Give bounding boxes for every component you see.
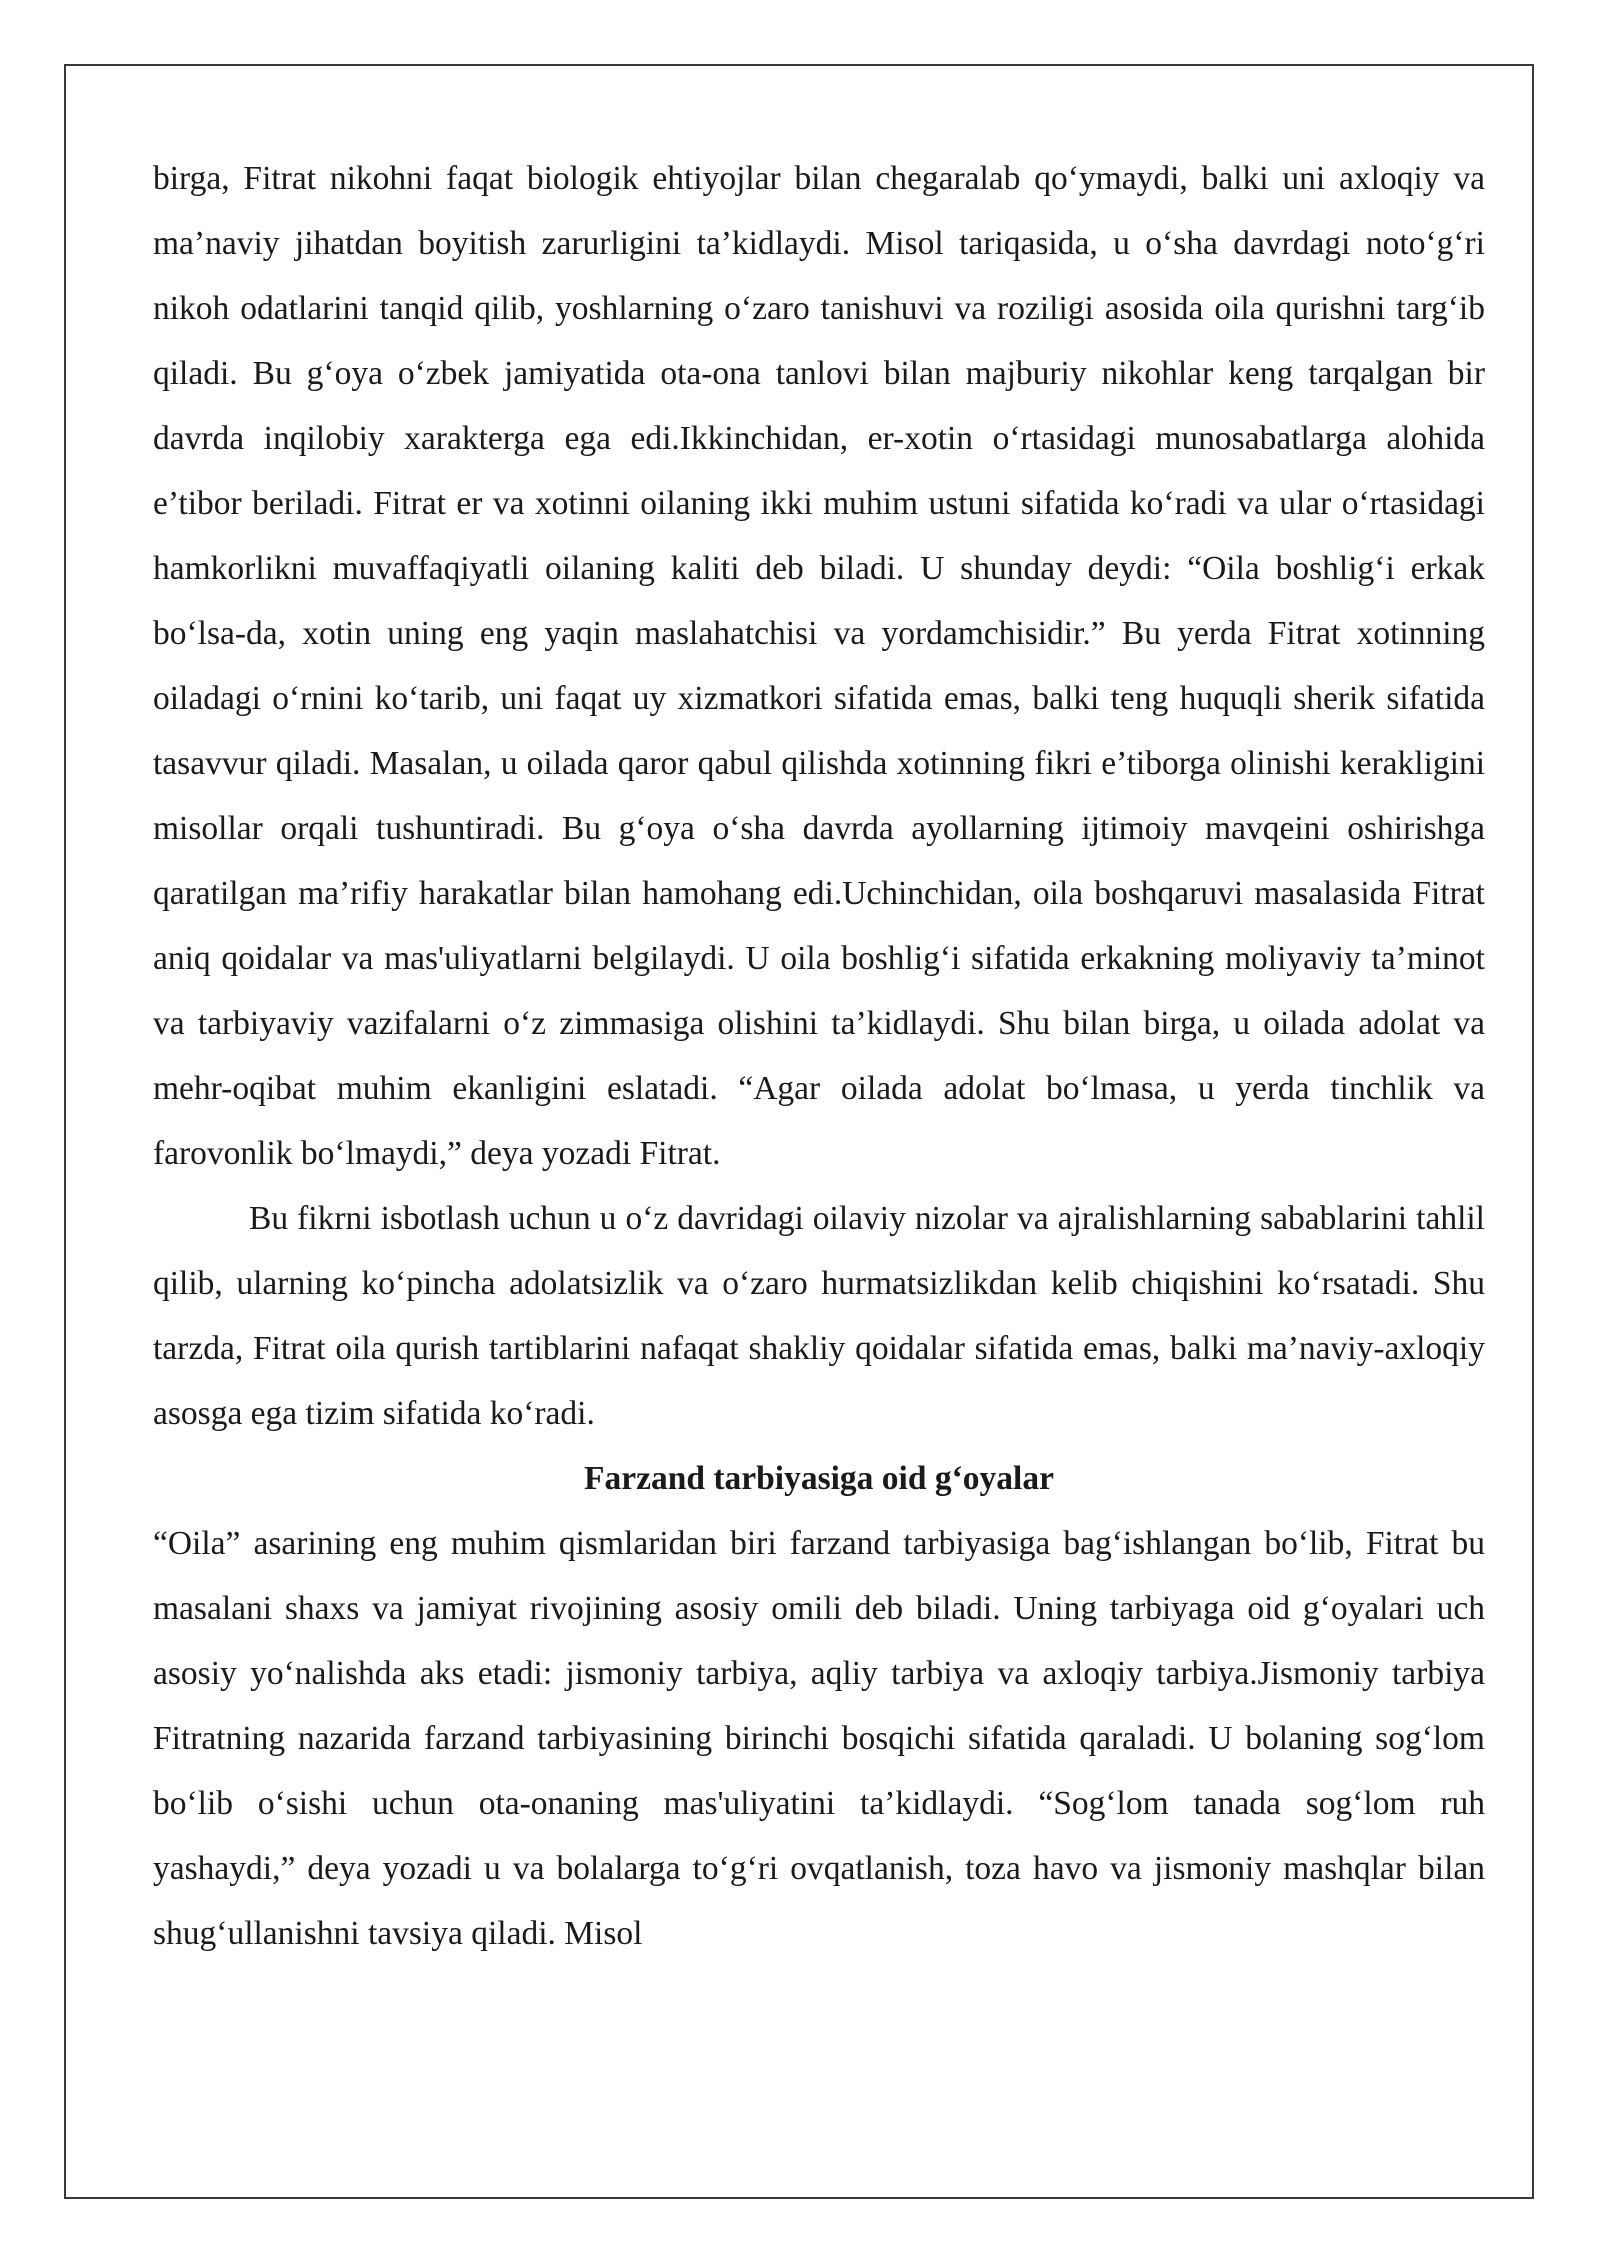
section-heading: Farzand tarbiyasiga oid g‘oyalar	[584, 1460, 1054, 1497]
document-body	[153, 146, 1485, 1966]
paragraph-1: birga, Fitrat nikohni faqat biologik ehtiyojlar bilan chegaralab qo‘ymaydi, balki uni axloqiy va ma’naviy jihatdan boyitish zarurligini ta’kidlaydi. Misol tariqasida, u o‘sha davrdagi noto‘g‘ri nikoh odatlarini tanqid qilib, yoshlarning o‘zaro tanishuvi va roziligi asosida oila qurishni targ‘ib qiladi. Bu g‘oya o‘zbek jamiyatida ota-ona tanlovi bilan majburiy nikohlar keng tarqalgan bir davrda inqilobiy xarakterga ega edi.Ikkinchidan, er-xotin o‘rtasidagi munosabatlarga alohida e’tibor beriladi. Fitrat er va xotinni oilaning ikki muhim ustuni sifatida ko‘radi va ular o‘rtasidagi hamkorlikni muvaffaqiyatli oilaning kaliti deb biladi. U shunday deydi: “Oila boshlig‘i erkak bo‘lsa-da, xotin uning eng yaqin maslahatchisi va yordamchisidir.” Bu yerda Fitrat xotinning oiladagi o‘rnini ko‘tarib, uni faqat uy xizmatkori sifatida emas, balki teng huquqli sherik sifatida tasavvur qiladi. Masalan, u oilada qaror qabul qilishda xotinning fikri e’tiborga olinishi kerakligini misollar orqali tushuntiradi. Bu g‘oya o‘sha davrda ayollarning ijtimoiy mavqeini oshirishga qaratilgan ma’rifiy harakatlar bilan hamohang edi.Uchinchidan, oila boshqaruvi masalasida Fitrat aniq qoidalar va mas'uliyatlarni belgilaydi. U oila boshlig‘i sifatida erkakning moliyaviy ta’minot va tarbiyaviy vazifalarni o‘z zimmasiga olishini ta’kidlaydi. Shu bilan birga, u oilada adolat va mehr-oqibat muhim ekanligini eslatadi. “Agar oilada adolat bo‘lmasa, u yerda tinchlik va farovonlik bo‘lmaydi,” deya yozadi Fitrat.	[153, 160, 1485, 1172]
paragraph-2: Bu fikrni isbotlash uchun u o‘z davridagi oilaviy nizolar va ajralishlarning sabablarini tahlil qilib, ularning ko‘pincha adolatsizlik va o‘zaro hurmatsizlikdan kelib chiqishini ko‘rsatadi. Shu tarzda, Fitrat oila qurish tartiblarini nafaqat shakliy qoidalar sifatida emas, balki ma’naviy-axloqiy asosga ega tizim sifatida ko‘radi.	[153, 1200, 1485, 1432]
paragraph-3: “Oila” asarining eng muhim qismlaridan biri farzand tarbiyasiga bag‘ishlangan bo‘lib, Fitrat bu masalani shaxs va jamiyat rivojining asosiy omili deb biladi. Uning tarbiyaga oid g‘oyalari uch asosiy yo‘nalishda aks etadi: jismoniy tarbiya, aqliy tarbiya va axloqiy tarbiya.Jismoniy tarbiya Fitratning nazarida farzand tarbiyasining birinchi bosqichi sifatida qaraladi. U bolaning sog‘lom bo‘lib o‘sishi uchun ota-onaning mas'uliyatini ta’kidlaydi. “Sog‘lom tanada sog‘lom ruh yashaydi,” deya yozadi u va bolalarga to‘g‘ri ovqatlanish, toza havo va jismoniy mashqlar bilan shug‘ullanishni tavsiya qiladi. Misol	[153, 1525, 1485, 1952]
